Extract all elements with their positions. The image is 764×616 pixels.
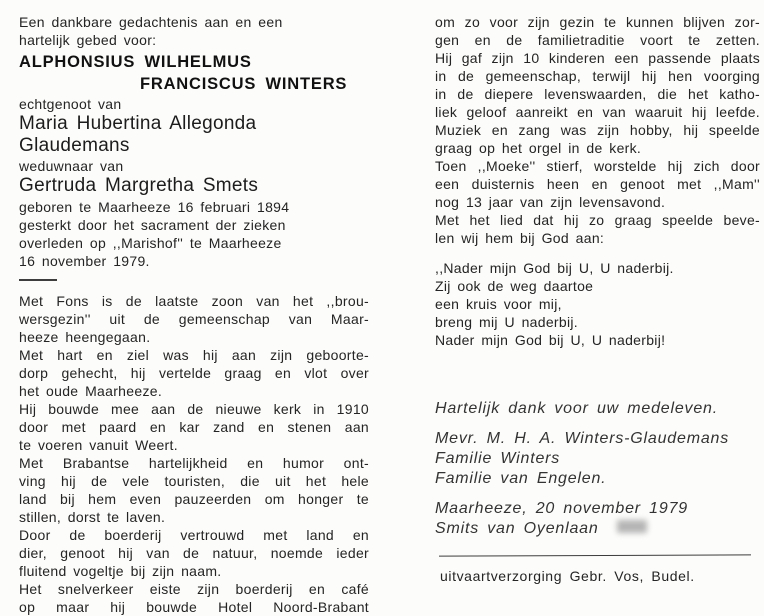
text-line: Familie Winters [435, 450, 561, 467]
text-line: land bij hem even pauzeerden om honger te [19, 491, 369, 507]
intro-text [19, 13, 369, 49]
text-line: om zo voor zijn gezin te kunnen blijven zor- [435, 14, 760, 30]
text-line: Zij ook de weg daartoe [435, 278, 594, 294]
text-line: Met hart en ziel was hij aan zijn geboorte- [19, 347, 369, 363]
text-line: breng mij U naderbij. [435, 314, 578, 330]
text-line: gen en de familietraditie voort te zetten. [435, 32, 760, 48]
text-line: in de diepere levenswaarden, die het katho- [435, 86, 760, 102]
date-line: Maarheeze, 20 november 1979 [435, 500, 688, 517]
text-line: dier, genoot hij van de natuur, noemde ieder [19, 545, 369, 561]
text-line: Hij gaf zijn 10 kinderen een passende plaats [435, 50, 760, 66]
text-line: Met Brabantse hartelijkheid en humor ont- [19, 455, 369, 471]
address-line [435, 519, 760, 539]
text-line: het oude Maarheeze. [19, 383, 163, 399]
text-line: Door de boerderij vertrouwd met land en [19, 527, 369, 543]
text-line: fluitend vogeltje bij zijn naam. [19, 563, 222, 579]
text-line: len wij hem bij God aan: [435, 230, 605, 246]
text-line: Muziek en zang was zijn hobby, hij speelde [435, 122, 760, 138]
life-details [19, 198, 369, 270]
biography-right [435, 13, 760, 247]
section-divider [19, 279, 57, 281]
left-column [19, 13, 369, 616]
text-line: Met Fons is de laatste zoon van het ,,brou- [19, 293, 369, 309]
text-line: heeze heengegaan. [19, 329, 151, 345]
text-line: Nader mijn God bij U, U naderbij! [435, 332, 666, 348]
text-line: Een dankbare gedachtenis aan en een [19, 14, 283, 30]
hymn-text [435, 259, 760, 349]
family-names [435, 429, 760, 489]
text-line: Hij bouwde mee aan de nieuwe kerk in 1910 [19, 401, 369, 417]
redacted-house-number [617, 520, 647, 533]
text-line: Toen ,,Moeke'' stierf, worstelde hij zich door [435, 158, 760, 174]
text-line: nog 13 jaar van zijn levensavond. [435, 194, 666, 210]
text-line: te voeren vanuit Weert. [19, 437, 178, 453]
text-line: overleden op ,,Marishof'' te Maarheeze [19, 235, 282, 251]
address-text: Smits van Oyenlaan [435, 520, 599, 537]
text-line: liek geloof aanreikt en van waaruit hij leefde. [435, 104, 760, 120]
text-line: in de gemeenschap, terwijl hij hen voorging [435, 68, 760, 84]
text-line: ving hij de vele touristen, die uit het hele [19, 473, 369, 489]
biography-left [19, 292, 369, 616]
text-line: een duisternis heen en genoot met ,,Mam'' [435, 176, 760, 192]
text-line: Familie van Engelen. [435, 470, 607, 487]
text-line: wersgezin'' uit de gemeenschap van Maar- [19, 311, 369, 327]
text-line: Mevr. M. H. A. Winters-Glaudemans [435, 430, 730, 447]
thanks-line: Hartelijk dank voor uw medeleven. [435, 400, 718, 417]
spouse-name: Maria Hubertina Allegonda Glaudemans [19, 113, 257, 156]
text-line: ,,Nader mijn God bij U, U naderbij. [435, 260, 674, 276]
text-line: Het snelverkeer eiste zijn boerderij en café [19, 581, 369, 597]
deceased-name-line-2: FRANCISCUS WINTERS [140, 75, 348, 93]
funeral-home-credit: uitvaartverzorging Gebr. Vos, Budel. [440, 568, 695, 584]
acknowledgement-block [435, 399, 760, 539]
text-line: geboren te Maarheeze 16 februari 1894 [19, 199, 290, 215]
deceased-name-line-1: ALPHONSIUS WILHELMUS [19, 53, 252, 71]
right-column [435, 13, 760, 585]
text-line: een kruis voor mij, [435, 296, 562, 312]
text-line: hartelijk gebed voor: [19, 32, 157, 48]
late-wife-name: Gertruda Margretha Smets [19, 175, 259, 196]
footer-divider [439, 554, 751, 556]
text-line: gesterkt door het sacrament der zieken [19, 217, 286, 233]
text-line: op maar hij bouwde Hotel Noord-Brabant [19, 599, 369, 615]
spouse-label: echtgenoot van [19, 96, 122, 112]
text-line: door met paard en kar zand en stenen aan [19, 419, 369, 435]
text-line: Met het lied dat hij zo graag speelde beve- [435, 212, 760, 228]
text-line: dorp gehecht, hij vertelde graag en vlot over [19, 365, 369, 381]
text-line: graag op het orgel in de kerk. [435, 140, 642, 156]
widower-label: weduwnaar van [19, 158, 124, 174]
text-line: 16 november 1979. [19, 253, 150, 269]
text-line: stillen, dorst te laven. [19, 509, 166, 525]
